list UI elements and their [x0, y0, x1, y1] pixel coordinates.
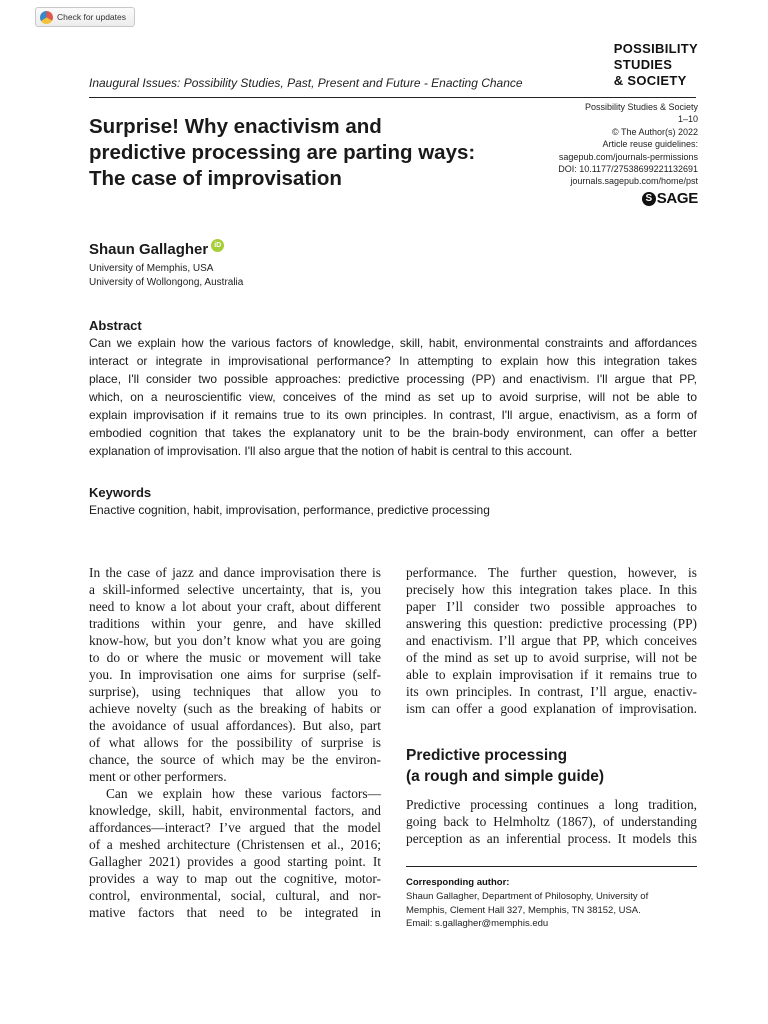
section-heading: [406, 745, 604, 787]
body-line: answering this question: predictive processing (PP): [406, 616, 697, 631]
body-line: the avoidance of usual affordances). But also, part: [89, 718, 381, 733]
body-line: precisely how this integration takes place. In this: [406, 582, 697, 597]
meta-pages: 1–10: [677, 114, 698, 125]
right-column-bottom: [406, 796, 697, 847]
left-column: [89, 564, 381, 921]
abstract-line: which, on a neuroscientific view, conceives of the mind as set up to avoid surprise, will not be able to: [89, 390, 697, 404]
series-title: Inaugural Issues: Possibility Studies, Past, Present and Future - Enacting Chance: [89, 76, 523, 90]
meta-home-link[interactable]: journals.sagepub.com/home/pst: [570, 176, 698, 187]
body-line: you. In improvisation one aims for surprise (self-: [89, 667, 381, 682]
affiliation: University of Wollongong, Australia: [89, 277, 244, 288]
body-line: knowledge, skill, habit, environmental factors, and: [89, 803, 381, 818]
corresponding-line: Memphis, Clement Hall 327, Memphis, TN 38152, USA.: [406, 904, 641, 916]
journal-logo: [614, 41, 698, 89]
body-line: Predictive processing continues a long tradition,: [406, 797, 697, 812]
author: [89, 241, 224, 258]
corresponding-author-heading: Corresponding author:: [406, 877, 510, 888]
body-line: paper I’ll consider two possible approaches to: [406, 599, 697, 614]
corresponding-line: Shaun Gallagher, Department of Philosophy, University of: [406, 891, 649, 902]
title-line: The case of improvisation: [89, 167, 342, 190]
article-title: [89, 114, 529, 192]
abstract-line: interact or integrate in improvisational performance? In attempting to explain how this integration takes: [89, 354, 697, 368]
body-line: performance. The further question, however, is: [406, 565, 697, 580]
body-line: a skill-informed selective uncertainty, that is, you: [89, 582, 381, 597]
abstract-line: embodied cognition that takes the explanatory unit to be the brain-body environment, can offer a better: [89, 426, 697, 440]
body-line: traditions within your genre, and have skilled: [89, 616, 381, 631]
abstract-text: [89, 334, 697, 460]
journal-logo-line: & SOCIETY: [613, 73, 687, 88]
body-line: and enactivism. I’ll argue that PP, which conceives: [406, 633, 697, 648]
article-meta: [558, 101, 698, 188]
body-line: able to explain improvisation if it remains true to: [406, 667, 697, 682]
body-line: going back to Helmholtz (1867), of understanding: [406, 814, 697, 829]
keywords-heading: Keywords: [89, 485, 152, 500]
abstract-line: place, I'll consider two possible approaches: predictive processing (PP) and enactivism. I'll argue that PP,: [89, 372, 697, 386]
meta-reuse: Article reuse guidelines:: [602, 139, 698, 150]
check-for-updates-badge[interactable]: [35, 7, 135, 27]
body-line: ment or other performers.: [89, 769, 227, 784]
body-line: affordances—interact? I’ve argued that the model: [89, 820, 381, 835]
check-for-updates-label: Check for updates: [57, 12, 126, 22]
affiliation: University of Memphis, USA: [89, 263, 214, 274]
body-line: surprise), using techniques that allow you to: [89, 684, 381, 699]
right-column-top: [406, 564, 697, 717]
body-line: need to know a lot about your craft, about different: [89, 599, 381, 614]
corresponding-email[interactable]: Email: s.gallagher@memphis.edu: [406, 918, 549, 929]
abstract-heading: Abstract: [89, 318, 142, 333]
body-line: of a meshed architecture (Christensen et al., 2016;: [89, 837, 381, 852]
abstract-line: explain improvisation if it remains true to its own principles. In contrast, I'll argue, enactivism, as a form of: [89, 408, 697, 422]
publisher-logo: [642, 190, 698, 207]
sage-icon: S: [642, 192, 656, 206]
body-line: its own principles. In contrast, I’ll argue, enactiv-: [406, 684, 697, 699]
corresponding-author: [406, 890, 648, 931]
body-line: perception as an inferential process. It models this: [406, 831, 697, 846]
title-line: Surprise! Why enactivism and: [89, 115, 382, 138]
abstract-line: Can we explain how the various factors of knowledge, skill, habit, environmental constraints and affordances: [89, 336, 697, 350]
author-name: Shaun Gallagher: [89, 241, 209, 258]
meta-copyright: © The Author(s) 2022: [611, 126, 698, 137]
section-heading-line: (a rough and simple guide): [406, 768, 605, 785]
body-line: Can we explain how these various factors—: [106, 786, 381, 801]
body-line: ism can offer a good explanation of improvisation.: [406, 701, 697, 716]
body-line: control, environmental, social, cultural, and nor-: [89, 888, 381, 903]
abstract-line: explanation of improvisation. I'll also argue that the notion of habit is central to this account.: [89, 444, 573, 458]
journal-logo-line: STUDIES: [613, 57, 673, 72]
body-line: Gallagher 2021) provides a good starting point. It: [89, 854, 381, 869]
crossmark-icon: [40, 11, 53, 24]
body-line: of what allows for the possibility of surprise is: [89, 735, 381, 750]
meta-permissions-link[interactable]: sagepub.com/journals-permissions: [558, 151, 698, 162]
title-line: predictive processing are parting ways:: [89, 141, 476, 164]
body-line: mative factors that need to be integrated in: [89, 905, 381, 920]
publisher-name: SAGE: [656, 190, 698, 207]
header-rule: [89, 97, 696, 98]
body-line: provides a way to map out the cognitive, motor-: [89, 871, 381, 886]
body-line: of the mind as set up to avoid surprise, will not be: [406, 650, 697, 665]
body-line: In the case of jazz and dance improvisation there is: [89, 565, 381, 580]
footnote-rule: [406, 866, 697, 867]
body-line: to do or where the music or movement will take: [89, 650, 381, 665]
orcid-icon[interactable]: iD: [211, 239, 224, 252]
meta-journal: Possibility Studies & Society: [584, 102, 698, 112]
body-line: know-how, but you don’t know what you are going: [89, 633, 381, 648]
body-line: achieve novelty (such as the breaking of habits or: [89, 701, 381, 716]
journal-logo-line: POSSIBILITY: [613, 41, 698, 56]
section-heading-line: Predictive processing: [406, 747, 568, 764]
keywords-text: Enactive cognition, habit, improvisation, performance, predictive processing: [89, 503, 490, 517]
body-line: chance, the source of which may be the environ-: [89, 752, 381, 767]
meta-doi-link[interactable]: DOI: 10.1177/27538699221132691: [558, 164, 698, 175]
